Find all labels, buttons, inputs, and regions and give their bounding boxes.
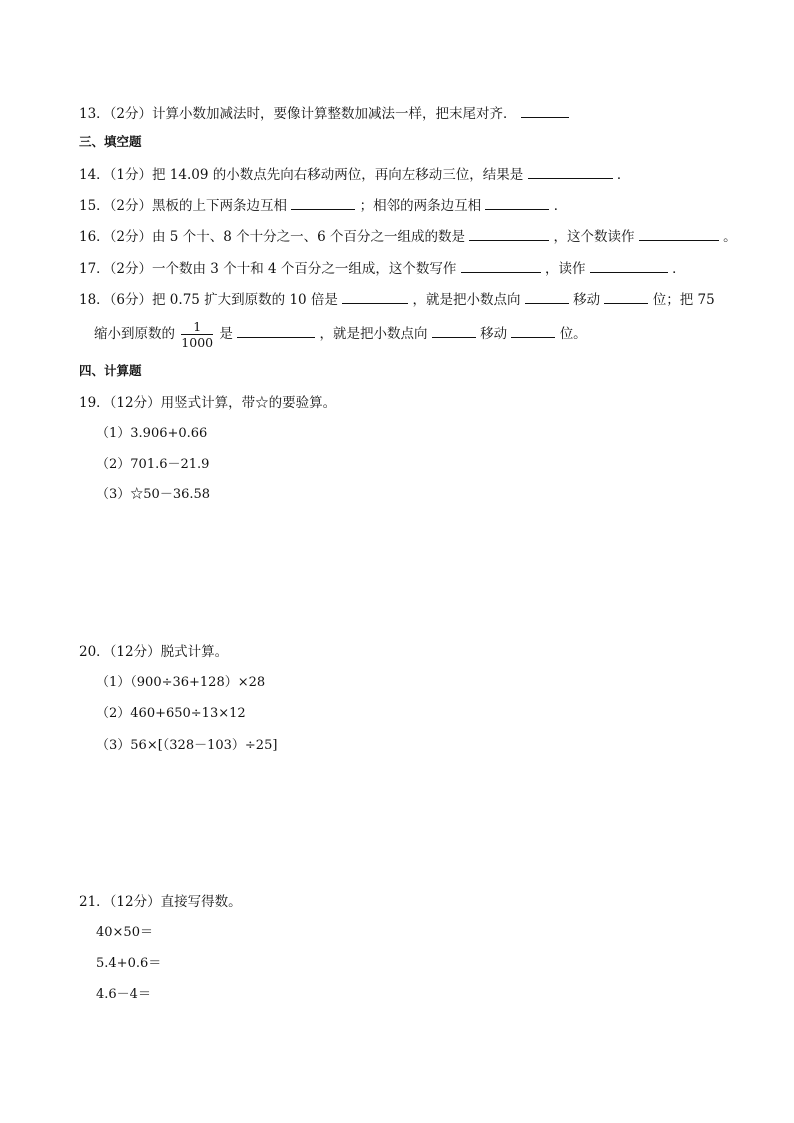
answer-blank-15a[interactable] — [291, 195, 355, 210]
question-16-mid: ，这个数读作 — [553, 229, 635, 245]
question-19-title: 19．（12分）用竖式计算，带☆的要验算。 — [79, 395, 337, 411]
question-18-line-2 — [94, 317, 587, 351]
answer-blank-18f[interactable] — [511, 323, 555, 338]
fraction-numerator: 1 — [181, 319, 213, 335]
question-21-item-3: 4.6－4＝ — [96, 987, 151, 1002]
answer-blank-16b[interactable] — [639, 226, 719, 241]
answer-blank-18d[interactable] — [237, 323, 315, 338]
answer-blank-17a[interactable] — [461, 258, 541, 273]
answer-blank-14[interactable] — [528, 164, 613, 179]
question-19-item-3: （3）☆50－36.58 — [96, 487, 211, 502]
question-18-part-i: 位。 — [559, 326, 587, 342]
section-title-calculation: 四、计算题 — [79, 363, 142, 378]
answer-blank-13[interactable] — [521, 103, 569, 118]
question-15-end: ． — [553, 198, 568, 214]
question-20-item-2: （2）460+650÷13×12 — [96, 706, 246, 721]
question-15-text: 15．（2分）黑板的上下两条边互相 — [79, 198, 292, 214]
question-16-text: 16．（2分）由 5 个十、8 个十分之一、6 个百分之一组成的数是 — [79, 229, 465, 245]
question-20-title: 20．（12分）脱式计算。 — [79, 644, 229, 660]
question-17-text: 17．（2分）一个数由 3 个十和 4 个百分之一组成，这个数写作 — [79, 261, 457, 277]
question-18-part-e: 缩小到原数的 — [94, 326, 175, 342]
question-14 — [79, 164, 630, 184]
question-13 — [79, 103, 569, 123]
question-16-end: 。 — [723, 229, 737, 245]
question-17-mid: ，读作 — [544, 261, 586, 277]
answer-blank-17b[interactable] — [590, 258, 668, 273]
answer-blank-18b[interactable] — [525, 289, 569, 304]
question-16 — [79, 226, 737, 246]
question-18-part-g: ，就是把小数点向 — [319, 326, 432, 342]
question-17 — [79, 258, 686, 278]
question-17-end: ． — [672, 261, 686, 277]
question-20-item-3: （3）56×[（328－103）÷25] — [96, 738, 278, 753]
question-18-part-d: 位；把 75 — [652, 292, 715, 308]
fraction-one-thousandth — [181, 319, 213, 350]
question-15-mid: ；相邻的两条边互相 — [359, 198, 486, 214]
fraction-denominator: 1000 — [181, 335, 214, 350]
question-18-part-c: 移动 — [573, 292, 605, 308]
question-18-part-h: 移动 — [480, 326, 512, 342]
question-15 — [79, 195, 567, 215]
question-19-item-2: （2）701.6－21.9 — [96, 457, 210, 472]
question-21-item-1: 40×50＝ — [96, 925, 153, 940]
question-21-title: 21．（12分）直接写得数。 — [79, 894, 242, 910]
question-18-part-f: 是 — [219, 326, 238, 342]
question-18-text: 18．（6分）把 0.75 扩大到原数的 10 倍是 — [79, 292, 343, 308]
answer-blank-15b[interactable] — [485, 195, 549, 210]
question-18-line-1 — [79, 289, 715, 309]
question-13-text: 13．（2分）计算小数加减法时，要像计算整数加减法一样，把末尾对齐． — [79, 106, 517, 122]
answer-blank-18c[interactable] — [604, 289, 648, 304]
question-18-part-b: ，就是把小数点向 — [412, 292, 525, 308]
question-20-item-1: （1）（900÷36+128）×28 — [96, 675, 266, 690]
question-14-end: ． — [616, 167, 631, 183]
question-14-text: 14．（1分）把 14.09 的小数点先向右移动两位，再向左移动三位，结果是 — [79, 167, 524, 183]
answer-blank-18a[interactable] — [342, 289, 408, 304]
question-21-item-2: 5.4+0.6＝ — [96, 956, 162, 971]
answer-blank-18e[interactable] — [432, 323, 476, 338]
question-19-item-1: （1）3.906+0.66 — [96, 426, 208, 441]
answer-blank-16a[interactable] — [469, 226, 549, 241]
section-title-fill-in: 三、填空题 — [79, 134, 142, 149]
